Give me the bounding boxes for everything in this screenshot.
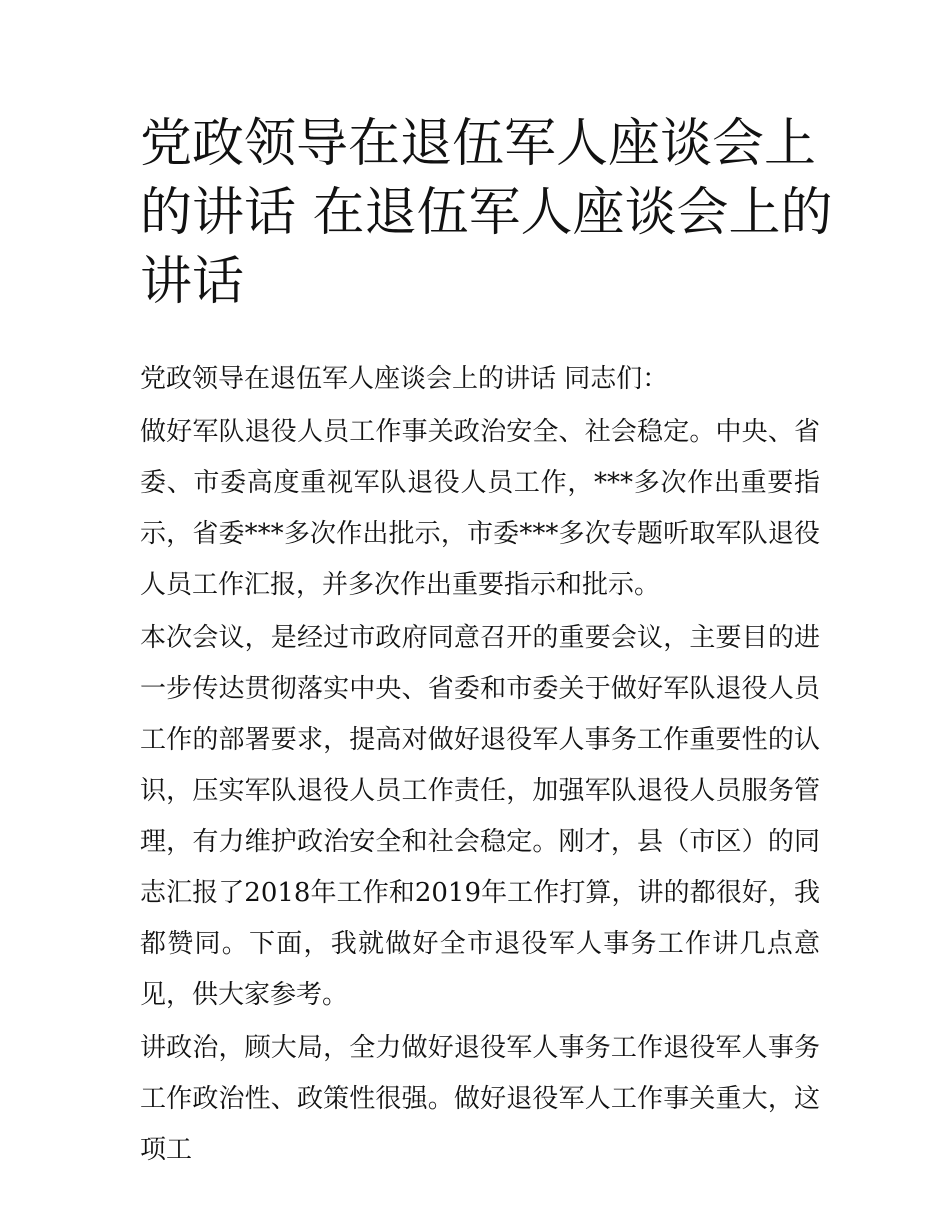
paragraph-meeting-purpose: 本次会议，是经过市政府同意召开的重要会议，主要目的进一步传达贯彻落实中央、省委和市委关于做好军队退役人员工作的部署要求，提高对做好退役军人事务工作重要性的认识，压实军队退役人员工作责任，加强军队退役人员服务管理，有力维护政治安全和社会稳定。刚才，县（市区）的同志汇报了2018年工作和2019年工作打算，讲的都很好，我都赞同。下面，我就做好全市退役军人事务工作讲几点意见，供大家参考。: [140, 623, 820, 1010]
document-title: 党政领导在退伍军人座谈会上的讲话 在退伍军人座谈会上的讲话: [140, 114, 833, 312]
paragraph-politics: 讲政治，顾大局，全力做好退役军人事务工作退役军人事务工作政治性、政策性很强。做好退役军人工作事关重大，这项工: [140, 1033, 820, 1165]
paragraph-greeting: 党政领导在退伍军人座谈会上的讲话 同志们：: [140, 364, 669, 394]
paragraph-importance: 做好军队退役人员工作事关政治安全、社会稳定。中央、省委、市委高度重视军队退役人员工作，***多次作出重要指示，省委***多次作出批示，市委***多次专题听取军队退役人员工作汇报，并多次作出重要指示和批示。: [140, 417, 820, 600]
document-body: [140, 354, 820, 1178]
